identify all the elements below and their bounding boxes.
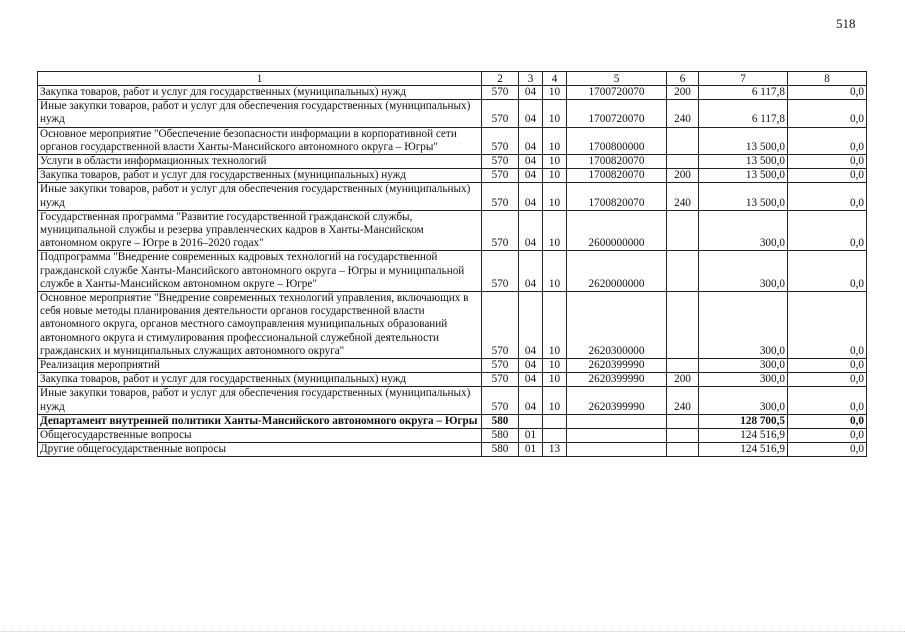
cell-code-4: 10 xyxy=(543,210,567,251)
cell-code-3: 04 xyxy=(519,86,543,100)
cell-code-4: 13 xyxy=(543,443,567,457)
cell-amount-8: 0,0 xyxy=(788,443,867,457)
cell-amount-8: 0,0 xyxy=(788,292,867,359)
cell-name: Другие общегосударственные вопросы xyxy=(38,443,482,457)
cell-code-2: 570 xyxy=(482,86,519,100)
cell-code-6 xyxy=(667,251,699,292)
cell-code-4: 10 xyxy=(543,292,567,359)
cell-code-5: 2620399990 xyxy=(567,359,667,373)
cell-code-2: 570 xyxy=(482,100,519,127)
cell-code-5: 1700820070 xyxy=(567,155,667,169)
cell-code-3: 04 xyxy=(519,387,543,414)
scan-edge-divider xyxy=(0,631,905,632)
cell-amount-7: 13 500,0 xyxy=(699,127,788,154)
cell-name: Иные закупки товаров, работ и услуг для обеспечения государственных (муниципальных) нужд xyxy=(38,100,482,127)
cell-code-2: 570 xyxy=(482,373,519,387)
cell-code-2: 580 xyxy=(482,429,519,443)
cell-code-6 xyxy=(667,292,699,359)
table-row xyxy=(38,373,867,387)
cell-code-4: 10 xyxy=(543,387,567,414)
header-col-4: 4 xyxy=(543,72,567,86)
cell-code-6 xyxy=(667,155,699,169)
cell-code-4: 10 xyxy=(543,169,567,183)
cell-code-2: 570 xyxy=(482,127,519,154)
cell-code-6: 200 xyxy=(667,86,699,100)
header-col-5: 5 xyxy=(567,72,667,86)
cell-code-5: 2620399990 xyxy=(567,387,667,414)
cell-code-4: 10 xyxy=(543,373,567,387)
cell-code-5: 2620399990 xyxy=(567,373,667,387)
header-col-7: 7 xyxy=(699,72,788,86)
cell-code-3: 04 xyxy=(519,292,543,359)
cell-code-3: 04 xyxy=(519,251,543,292)
table-row xyxy=(38,100,867,127)
table-row xyxy=(38,429,867,443)
header-col-8: 8 xyxy=(788,72,867,86)
cell-name: Государственная программа "Развитие государственной гражданской службы, муниципальной службы и резерва управленческих кадров в Ханты-Мансийском автономном округе – Югре в 2016–2020 годах" xyxy=(38,210,482,251)
cell-code-3: 04 xyxy=(519,183,543,210)
cell-code-5: 2620000000 xyxy=(567,251,667,292)
cell-code-5: 2620300000 xyxy=(567,292,667,359)
cell-code-2: 570 xyxy=(482,387,519,414)
cell-code-6 xyxy=(667,210,699,251)
cell-code-6: 200 xyxy=(667,169,699,183)
table-row xyxy=(38,127,867,154)
cell-name: Закупка товаров, работ и услуг для государственных (муниципальных) нужд xyxy=(38,169,482,183)
cell-code-3: 04 xyxy=(519,169,543,183)
cell-code-2: 570 xyxy=(482,210,519,251)
cell-amount-7: 6 117,8 xyxy=(699,100,788,127)
cell-code-2: 570 xyxy=(482,169,519,183)
cell-name: Основное мероприятие "Обеспечение безопасности информации в корпоративной сети органов государственной власти Ханты-Мансийского автономного округа – Югры" xyxy=(38,127,482,154)
cell-code-4 xyxy=(543,429,567,443)
cell-code-5: 1700820070 xyxy=(567,169,667,183)
cell-name: Реализация мероприятий xyxy=(38,359,482,373)
cell-code-2: 570 xyxy=(482,251,519,292)
cell-amount-7: 6 117,8 xyxy=(699,86,788,100)
cell-code-3: 04 xyxy=(519,155,543,169)
cell-code-5 xyxy=(567,443,667,457)
cell-amount-8: 0,0 xyxy=(788,210,867,251)
cell-amount-8: 0,0 xyxy=(788,155,867,169)
cell-code-3: 04 xyxy=(519,100,543,127)
table-row xyxy=(38,86,867,100)
cell-code-3: 04 xyxy=(519,127,543,154)
cell-amount-7: 124 516,9 xyxy=(699,429,788,443)
cell-name: Общегосударственные вопросы xyxy=(38,429,482,443)
cell-code-5 xyxy=(567,429,667,443)
cell-code-4: 10 xyxy=(543,127,567,154)
cell-amount-7: 300,0 xyxy=(699,387,788,414)
cell-code-2: 580 xyxy=(482,414,519,428)
cell-code-2: 570 xyxy=(482,292,519,359)
header-row xyxy=(38,72,867,86)
cell-code-5: 2600000000 xyxy=(567,210,667,251)
cell-amount-8: 0,0 xyxy=(788,387,867,414)
table-row xyxy=(38,183,867,210)
cell-code-4: 10 xyxy=(543,183,567,210)
cell-amount-7: 124 516,9 xyxy=(699,443,788,457)
cell-name: Закупка товаров, работ и услуг для государственных (муниципальных) нужд xyxy=(38,86,482,100)
page-number: 518 xyxy=(836,16,856,31)
cell-amount-7: 300,0 xyxy=(699,210,788,251)
cell-amount-8: 0,0 xyxy=(788,251,867,292)
cell-code-2: 570 xyxy=(482,359,519,373)
table-row xyxy=(38,414,867,428)
cell-code-2: 580 xyxy=(482,443,519,457)
cell-code-3: 04 xyxy=(519,359,543,373)
table-body xyxy=(38,86,867,457)
table-row xyxy=(38,210,867,251)
cell-code-5: 1700820070 xyxy=(567,183,667,210)
cell-code-4: 10 xyxy=(543,86,567,100)
cell-name: Услуги в области информационных технологий xyxy=(38,155,482,169)
table-row xyxy=(38,169,867,183)
cell-amount-7: 300,0 xyxy=(699,373,788,387)
table-row xyxy=(38,443,867,457)
header-col-3: 3 xyxy=(519,72,543,86)
cell-code-3: 01 xyxy=(519,443,543,457)
cell-amount-8: 0,0 xyxy=(788,127,867,154)
cell-amount-8: 0,0 xyxy=(788,359,867,373)
cell-code-4: 10 xyxy=(543,155,567,169)
cell-amount-8: 0,0 xyxy=(788,414,867,428)
cell-amount-8: 0,0 xyxy=(788,100,867,127)
cell-name: Подпрограмма "Внедрение современных кадровых технологий на государственной гражданской службе Ханты-Мансийского автономного округа – Югры и муниципальной службе в Ханты-Мансийском автономном округе – Югре" xyxy=(38,251,482,292)
cell-name: Закупка товаров, работ и услуг для государственных (муниципальных) нужд xyxy=(38,373,482,387)
header-col-1: 1 xyxy=(38,72,482,86)
cell-amount-8: 0,0 xyxy=(788,373,867,387)
cell-code-6: 240 xyxy=(667,183,699,210)
cell-amount-7: 128 700,5 xyxy=(699,414,788,428)
cell-amount-8: 0,0 xyxy=(788,169,867,183)
table-row xyxy=(38,387,867,414)
cell-code-3: 04 xyxy=(519,210,543,251)
cell-amount-7: 13 500,0 xyxy=(699,155,788,169)
cell-amount-8: 0,0 xyxy=(788,183,867,210)
table-row xyxy=(38,251,867,292)
cell-code-4: 10 xyxy=(543,251,567,292)
cell-code-4: 10 xyxy=(543,359,567,373)
cell-amount-8: 0,0 xyxy=(788,86,867,100)
cell-code-5: 1700720070 xyxy=(567,100,667,127)
cell-name: Иные закупки товаров, работ и услуг для обеспечения государственных (муниципальных) нужд xyxy=(38,183,482,210)
cell-amount-7: 13 500,0 xyxy=(699,183,788,210)
cell-code-6 xyxy=(667,127,699,154)
cell-amount-7: 300,0 xyxy=(699,292,788,359)
budget-table xyxy=(37,71,867,457)
cell-name: Иные закупки товаров, работ и услуг для обеспечения государственных (муниципальных) нужд xyxy=(38,387,482,414)
cell-code-6: 240 xyxy=(667,387,699,414)
cell-name: Департамент внутренней политики Ханты-Мансийского автономного округа – Югры xyxy=(38,414,482,428)
cell-code-6 xyxy=(667,359,699,373)
cell-code-6 xyxy=(667,414,699,428)
table-row xyxy=(38,359,867,373)
cell-code-3 xyxy=(519,414,543,428)
cell-name: Основное мероприятие "Внедрение современных технологий управления, включающих в себя новые методы планирования деятельности органов государственной власти автономного округа, органов местного самоуправления муниципальных образований автономного округа и стимулирования профессиональной служебной деятельности гражданских и муниципальных служащих автономного округа" xyxy=(38,292,482,359)
cell-code-4 xyxy=(543,414,567,428)
cell-code-3: 01 xyxy=(519,429,543,443)
cell-code-5: 1700720070 xyxy=(567,86,667,100)
cell-code-6 xyxy=(667,443,699,457)
cell-amount-7: 300,0 xyxy=(699,359,788,373)
cell-code-6: 200 xyxy=(667,373,699,387)
cell-amount-7: 300,0 xyxy=(699,251,788,292)
cell-code-5: 1700800000 xyxy=(567,127,667,154)
header-col-2: 2 xyxy=(482,72,519,86)
cell-code-6: 240 xyxy=(667,100,699,127)
cell-code-5 xyxy=(567,414,667,428)
cell-amount-7: 13 500,0 xyxy=(699,169,788,183)
table-row xyxy=(38,155,867,169)
header-col-6: 6 xyxy=(667,72,699,86)
cell-code-2: 570 xyxy=(482,155,519,169)
table-row xyxy=(38,292,867,359)
cell-code-4: 10 xyxy=(543,100,567,127)
cell-code-6 xyxy=(667,429,699,443)
cell-code-3: 04 xyxy=(519,373,543,387)
cell-code-2: 570 xyxy=(482,183,519,210)
cell-amount-8: 0,0 xyxy=(788,429,867,443)
